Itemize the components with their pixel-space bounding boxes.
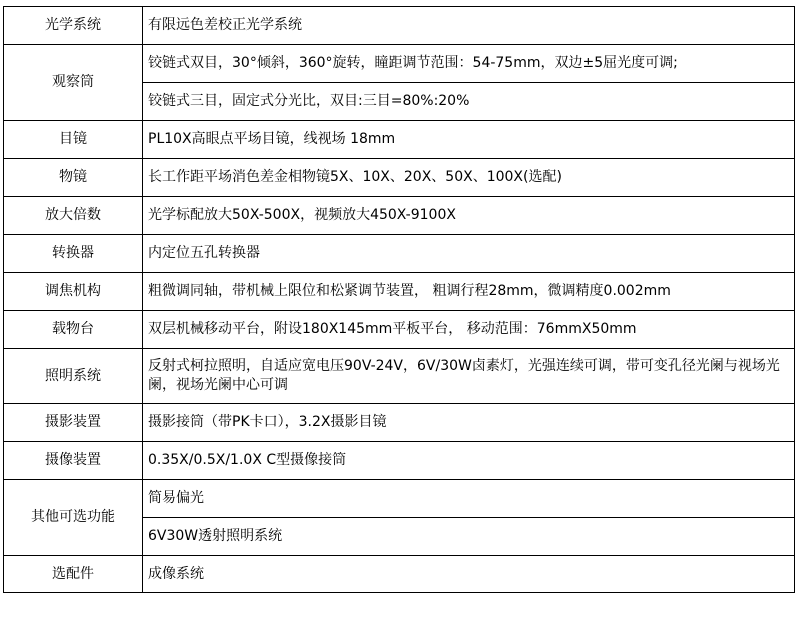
- row-label: 光学系统: [4, 7, 143, 45]
- row-value: 双层机械移动平台，附设180X145mm平板平台， 移动范围：76mmX50mm: [143, 311, 795, 349]
- table-row: [4, 235, 795, 273]
- spec-table: [3, 6, 795, 593]
- table-row: [4, 121, 795, 159]
- table-row: [4, 159, 795, 197]
- row-value: 铰链式双目，30°倾斜，360°旋转，瞳距调节范围：54-75mm，双边±5屈光度可调;: [143, 45, 795, 83]
- row-label: 调焦机构: [4, 273, 143, 311]
- row-label: 其他可选功能: [4, 480, 143, 556]
- row-value: 摄影接筒（带PK卡口），3.2X摄影目镜: [143, 404, 795, 442]
- row-label: 目镜: [4, 121, 143, 159]
- row-label: 选配件: [4, 556, 143, 593]
- table-row: [4, 349, 795, 404]
- row-value: 内定位五孔转换器: [143, 235, 795, 273]
- row-value: 反射式柯拉照明，自适应宽电压90V-24V，6V/30W卤素灯，光强连续可调，带可变孔径光阑与视场光阑，视场光阑中心可调: [143, 349, 795, 404]
- row-value: 有限远色差校正光学系统: [143, 7, 795, 45]
- row-value: 铰链式三目，固定式分光比，双目:三目=80%:20%: [143, 83, 795, 121]
- row-value: 简易偏光: [143, 480, 795, 518]
- row-label: 物镜: [4, 159, 143, 197]
- table-row: [4, 273, 795, 311]
- row-value: 长工作距平场消色差金相物镜5X、10X、20X、50X、100X(选配): [143, 159, 795, 197]
- row-label: 照明系统: [4, 349, 143, 404]
- table-row: [4, 480, 795, 518]
- table-row: [4, 556, 795, 593]
- row-label: 载物台: [4, 311, 143, 349]
- row-value: PL10X高眼点平场目镜，线视场 18mm: [143, 121, 795, 159]
- row-value: 成像系统: [143, 556, 795, 593]
- row-label: 转换器: [4, 235, 143, 273]
- row-value: 6V30W透射照明系统: [143, 518, 795, 556]
- table-row: [4, 197, 795, 235]
- table-row: [4, 442, 795, 480]
- row-label: 摄影装置: [4, 404, 143, 442]
- row-label: 观察筒: [4, 45, 143, 121]
- row-value: 粗微调同轴，带机械上限位和松紧调节装置， 粗调行程28mm，微调精度0.002mm: [143, 273, 795, 311]
- table-row: [4, 404, 795, 442]
- row-value: 光学标配放大50X-500X，视频放大450X-9100X: [143, 197, 795, 235]
- table-row: [4, 45, 795, 83]
- table-row: [4, 311, 795, 349]
- row-label: 放大倍数: [4, 197, 143, 235]
- table-row: [4, 7, 795, 45]
- row-label: 摄像装置: [4, 442, 143, 480]
- row-value: 0.35X/0.5X/1.0X C型摄像接筒: [143, 442, 795, 480]
